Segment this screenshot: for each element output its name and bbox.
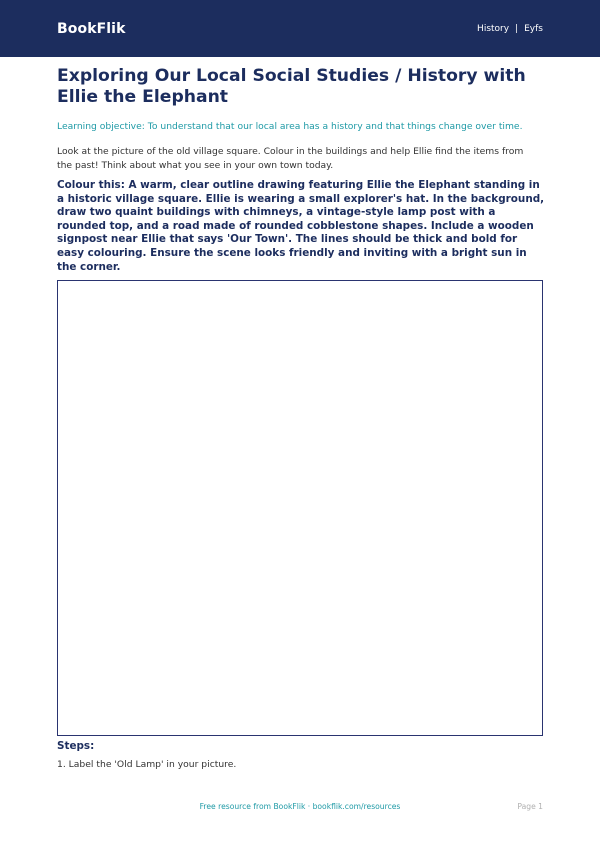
breadcrumb-stage[interactable]: Eyfs: [524, 23, 543, 34]
colouring-area: [57, 280, 543, 736]
colouring-prompt: Colour this: A warm, clear outline drawing featuring Ellie the Elephant standing in a historic village square. Ellie is wearing a small explorer's hat. In the background, draw two quaint buildings with chimneys, a vintage-style lamp post with a rounded top, and a road made of rounded cobblestone shapes. Include a wooden signpost near Ellie that says 'Our Town'. The lines should be thick and bold for easy colouring. Ensure the scene looks friendly and inviting with a bright sun in the corner.: [57, 179, 545, 273]
steps-list: [57, 758, 236, 772]
site-header: [0, 0, 600, 57]
step-item: 1. Label the 'Old Lamp' in your picture.: [57, 759, 237, 770]
brand-logo[interactable]: BookFlik: [57, 20, 126, 37]
footer-credit[interactable]: Free resource from BookFlik · bookflik.com/resources: [199, 802, 401, 811]
page-title: Exploring Our Local Social Studies / History with Ellie the Elephant: [57, 66, 526, 107]
breadcrumb-separator: |: [515, 23, 519, 34]
page-number: Page 1: [517, 802, 543, 811]
learning-objective: Learning objective: To understand that our local area has a history and that things change over time.: [57, 121, 523, 132]
breadcrumb-subject[interactable]: History: [477, 23, 510, 34]
intro-text: Look at the picture of the old village square. Colour in the buildings and help Ellie find the items from the past! Think about what you see in your own town today.: [57, 146, 524, 171]
steps-heading: Steps:: [57, 740, 95, 752]
breadcrumb: [477, 24, 543, 34]
